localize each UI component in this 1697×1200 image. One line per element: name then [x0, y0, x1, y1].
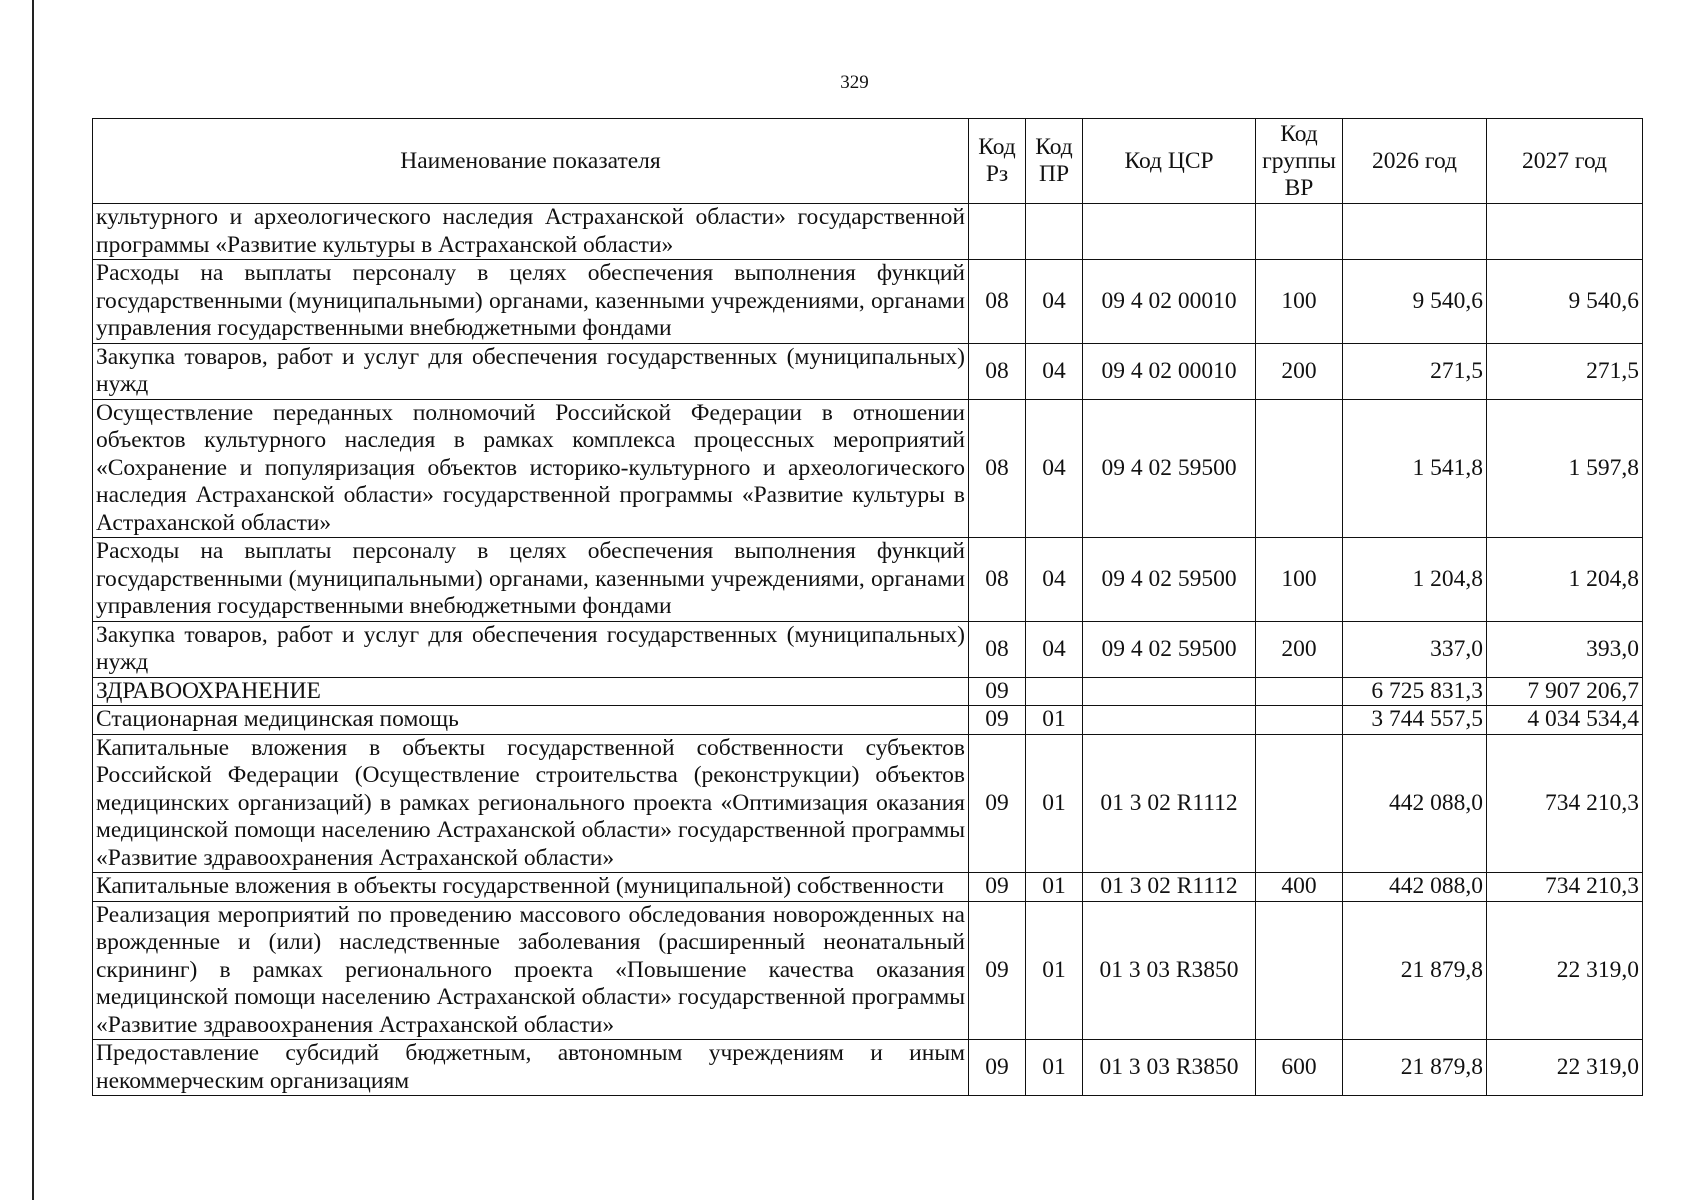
cell-rz: 08	[969, 538, 1026, 622]
cell-csr: 09 4 02 59500	[1083, 538, 1256, 622]
cell-vr: 400	[1256, 873, 1343, 902]
cell-pr	[1026, 677, 1083, 706]
cell-name: Капитальные вложения в объекты государственной собственности субъектов Российской Федерации (Осуществление строительства (реконструкции) объектов медицинских организаций) в рамках регионального проекта «Оптимизация оказания медицинской помощи населению Астраханской области» государственной программы «Развитие здравоохранения Астраханской области»	[93, 734, 969, 873]
cell-csr	[1083, 204, 1256, 260]
cell-csr: 01 3 02 R1112	[1083, 873, 1256, 902]
table-row	[93, 734, 1643, 873]
cell-name: культурного и археологического наследия Астраханской области» государственной программы «Развитие культуры в Астраханской области»	[93, 204, 969, 260]
cell-rz: 09	[969, 873, 1026, 902]
cell-2026: 442 088,0	[1343, 873, 1487, 902]
cell-vr: 200	[1256, 621, 1343, 677]
cell-csr: 01 3 03 R3850	[1083, 901, 1256, 1040]
cell-pr: 01	[1026, 1040, 1083, 1096]
cell-csr: 09 4 02 59500	[1083, 621, 1256, 677]
cell-rz: 08	[969, 399, 1026, 538]
cell-2027: 393,0	[1487, 621, 1643, 677]
cell-csr: 01 3 03 R3850	[1083, 1040, 1256, 1096]
header-rz: Код Рз	[969, 119, 1026, 204]
cell-vr	[1256, 677, 1343, 706]
cell-2027	[1487, 204, 1643, 260]
cell-name: Предоставление субсидий бюджетным, автономным учреждениям и иным некоммерческим организациям	[93, 1040, 969, 1096]
cell-pr: 04	[1026, 343, 1083, 399]
cell-pr: 04	[1026, 538, 1083, 622]
cell-2027: 7 907 206,7	[1487, 677, 1643, 706]
cell-csr	[1083, 706, 1256, 735]
cell-2026: 337,0	[1343, 621, 1487, 677]
cell-name: Расходы на выплаты персоналу в целях обеспечения выполнения функций государственными (муниципальными) органами, казенными учреждениями, органами управления государственными внебюджетными фондами	[93, 538, 969, 622]
cell-vr	[1256, 706, 1343, 735]
cell-pr: 04	[1026, 260, 1083, 344]
cell-2026: 1 541,8	[1343, 399, 1487, 538]
table-row	[93, 706, 1643, 735]
cell-rz	[969, 204, 1026, 260]
cell-name: Закупка товаров, работ и услуг для обеспечения государственных (муниципальных) нужд	[93, 343, 969, 399]
cell-csr: 09 4 02 59500	[1083, 399, 1256, 538]
page-number: 329	[840, 72, 869, 93]
cell-pr: 01	[1026, 706, 1083, 735]
cell-2027: 22 319,0	[1487, 1040, 1643, 1096]
header-2026: 2026 год	[1343, 119, 1487, 204]
table-row	[93, 204, 1643, 260]
cell-vr	[1256, 734, 1343, 873]
cell-vr: 100	[1256, 260, 1343, 344]
cell-2026: 9 540,6	[1343, 260, 1487, 344]
cell-name: Закупка товаров, работ и услуг для обеспечения государственных (муниципальных) нужд	[93, 621, 969, 677]
header-vr: Код группы ВР	[1256, 119, 1343, 204]
header-2027: 2027 год	[1487, 119, 1643, 204]
cell-name: Осуществление переданных полномочий Российской Федерации в отношении объектов культурного наследия в рамках комплекса процессных мероприятий «Сохранение и популяризация объектов историко-культурного и археологического наследия Астраханской области» государственной программы «Развитие культуры в Астраханской области»	[93, 399, 969, 538]
cell-2027: 9 540,6	[1487, 260, 1643, 344]
cell-csr	[1083, 677, 1256, 706]
cell-2026: 21 879,8	[1343, 901, 1487, 1040]
cell-2026: 1 204,8	[1343, 538, 1487, 622]
cell-2027: 734 210,3	[1487, 873, 1643, 902]
cell-vr: 100	[1256, 538, 1343, 622]
cell-2027: 734 210,3	[1487, 734, 1643, 873]
cell-2026: 3 744 557,5	[1343, 706, 1487, 735]
table-header-row	[93, 119, 1643, 204]
cell-rz: 08	[969, 260, 1026, 344]
cell-rz: 09	[969, 706, 1026, 735]
cell-name: Капитальные вложения в объекты государственной (муниципальной) собственности	[93, 873, 969, 902]
cell-vr: 200	[1256, 343, 1343, 399]
table-row	[93, 399, 1643, 538]
cell-2026: 21 879,8	[1343, 1040, 1487, 1096]
cell-2027: 22 319,0	[1487, 901, 1643, 1040]
cell-name: Стационарная медицинская помощь	[93, 706, 969, 735]
cell-pr	[1026, 204, 1083, 260]
cell-2026: 271,5	[1343, 343, 1487, 399]
cell-vr: 600	[1256, 1040, 1343, 1096]
cell-csr: 01 3 02 R1112	[1083, 734, 1256, 873]
cell-rz: 09	[969, 901, 1026, 1040]
cell-rz: 09	[969, 734, 1026, 873]
cell-2026: 442 088,0	[1343, 734, 1487, 873]
table-row	[93, 873, 1643, 902]
cell-pr: 01	[1026, 873, 1083, 902]
cell-vr	[1256, 399, 1343, 538]
cell-name: ЗДРАВООХРАНЕНИЕ	[93, 677, 969, 706]
table-row	[93, 677, 1643, 706]
cell-vr	[1256, 204, 1343, 260]
table-row	[93, 621, 1643, 677]
cell-rz: 09	[969, 1040, 1026, 1096]
cell-pr: 04	[1026, 399, 1083, 538]
cell-rz: 08	[969, 621, 1026, 677]
cell-2027: 271,5	[1487, 343, 1643, 399]
table-row	[93, 901, 1643, 1040]
cell-name: Реализация мероприятий по проведению массового обследования новорожденных на врожденные и (или) наследственные заболевания (расширенный неонатальный скрининг) в рамках регионального проекта «Повышение качества оказания медицинской помощи населению Астраханской области» государственной программы «Развитие здравоохранения Астраханской области»	[93, 901, 969, 1040]
header-pr: Код ПР	[1026, 119, 1083, 204]
budget-table	[92, 118, 1643, 1096]
cell-pr: 04	[1026, 621, 1083, 677]
cell-rz: 08	[969, 343, 1026, 399]
cell-csr: 09 4 02 00010	[1083, 343, 1256, 399]
table-row	[93, 260, 1643, 344]
cell-name: Расходы на выплаты персоналу в целях обеспечения выполнения функций государственными (муниципальными) органами, казенными учреждениями, органами управления государственными внебюджетными фондами	[93, 260, 969, 344]
table-row	[93, 538, 1643, 622]
binding-margin-line	[32, 0, 34, 1200]
cell-2027: 1 204,8	[1487, 538, 1643, 622]
cell-2027: 4 034 534,4	[1487, 706, 1643, 735]
cell-vr	[1256, 901, 1343, 1040]
cell-rz: 09	[969, 677, 1026, 706]
cell-pr: 01	[1026, 734, 1083, 873]
table-row	[93, 1040, 1643, 1096]
cell-2027: 1 597,8	[1487, 399, 1643, 538]
cell-2026: 6 725 831,3	[1343, 677, 1487, 706]
header-csr: Код ЦСР	[1083, 119, 1256, 204]
header-name: Наименование показателя	[93, 119, 969, 204]
table-row	[93, 343, 1643, 399]
cell-csr: 09 4 02 00010	[1083, 260, 1256, 344]
cell-2026	[1343, 204, 1487, 260]
cell-pr: 01	[1026, 901, 1083, 1040]
